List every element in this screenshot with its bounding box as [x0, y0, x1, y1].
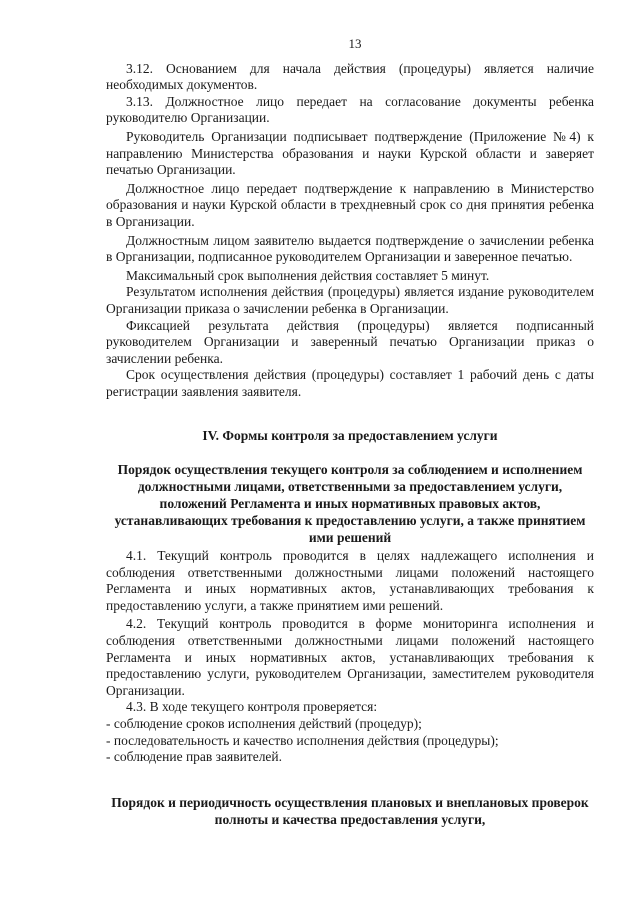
- paragraph-4-3: 4.3. В ходе текущего контроля проверяется:: [126, 699, 378, 715]
- paragraph-3-13: 3.13. Должностное лицо передает на согласование документы ребенка руководителю Организации.: [106, 93, 594, 126]
- list-item: - последовательность и качество исполнения действия (процедуры);: [106, 732, 499, 748]
- page-number: 13: [348, 36, 362, 51]
- paragraph-4-1: 4.1. Текущий контроль проводится в целях надлежащего исполнения и соблюдения ответственными должностными лицами положений настоящего Регламента и иных нормативных актов, устанавливающих требования к предоставлению услуги, а также принятием ими решений.: [106, 548, 594, 613]
- section-title: IV. Формы контроля за предоставлением услуги: [202, 428, 498, 444]
- paragraph-3-12: 3.12. Основанием для начала действия (процедуры) является наличие необходимых документов.: [106, 60, 594, 93]
- paragraph-4-2: 4.2. Текущий контроль проводится в форме мониторинга исполнения и соблюдения ответственными должностными лицами положений настоящего Регламента и иных нормативных актов, устанавливающих требования к предоставлению услуги, руководителем Организации, заместителем руководителя Организации.: [106, 616, 594, 698]
- list-item: - соблюдение прав заявителей.: [106, 749, 283, 765]
- subsection-title-current-control: Порядок осуществления текущего контроля за соблюдением и исполнением должностными лицами, ответственными за предоставлением услуги, положений Регламента и иных нормативных правовых актов, устанавливающих требования к предоставлению услуги, а также принятием ими решений: [114, 462, 586, 546]
- paragraph-fixation: Фиксацией результата действия (процедуры) является подписанный руководителем Организации и заверенный печатью Организации приказ о зачислении ребенка.: [106, 317, 594, 366]
- paragraph-term: Срок осуществления действия (процедуры) составляет 1 рабочий день с даты регистрации заявления заявителя.: [106, 367, 594, 399]
- subsection-title-inspections: Порядок и периодичность осуществления плановых и внеплановых проверок полноты и качества предоставления услуги,: [111, 794, 589, 827]
- paragraph-head-signs: Руководитель Организации подписывает подтверждение (Приложение №4) к направлению Министерства образования и науки Курской области и заверяет печатью Организации.: [106, 128, 594, 178]
- paragraph-transfer-confirmation: Должностное лицо передает подтверждение к направлению в Министерство образования и науки Курской области в трехдневный срок со дня принятия ребенка в Организации.: [106, 180, 594, 229]
- list-item: - соблюдение сроков исполнения действий (процедур);: [106, 716, 422, 731]
- paragraph-issue-confirmation: Должностным лицом заявителю выдается подтверждение о зачислении ребенка в Организации, подписанное руководителем Организации и заверенное печатью.: [106, 232, 594, 265]
- paragraph-max-duration: Максимальный срок выполнения действия составляет 5 минут.: [126, 267, 490, 283]
- paragraph-result: Результатом исполнения действия (процедуры) является издание руководителем Организации приказа о зачислении ребенка в Организации.: [106, 284, 594, 316]
